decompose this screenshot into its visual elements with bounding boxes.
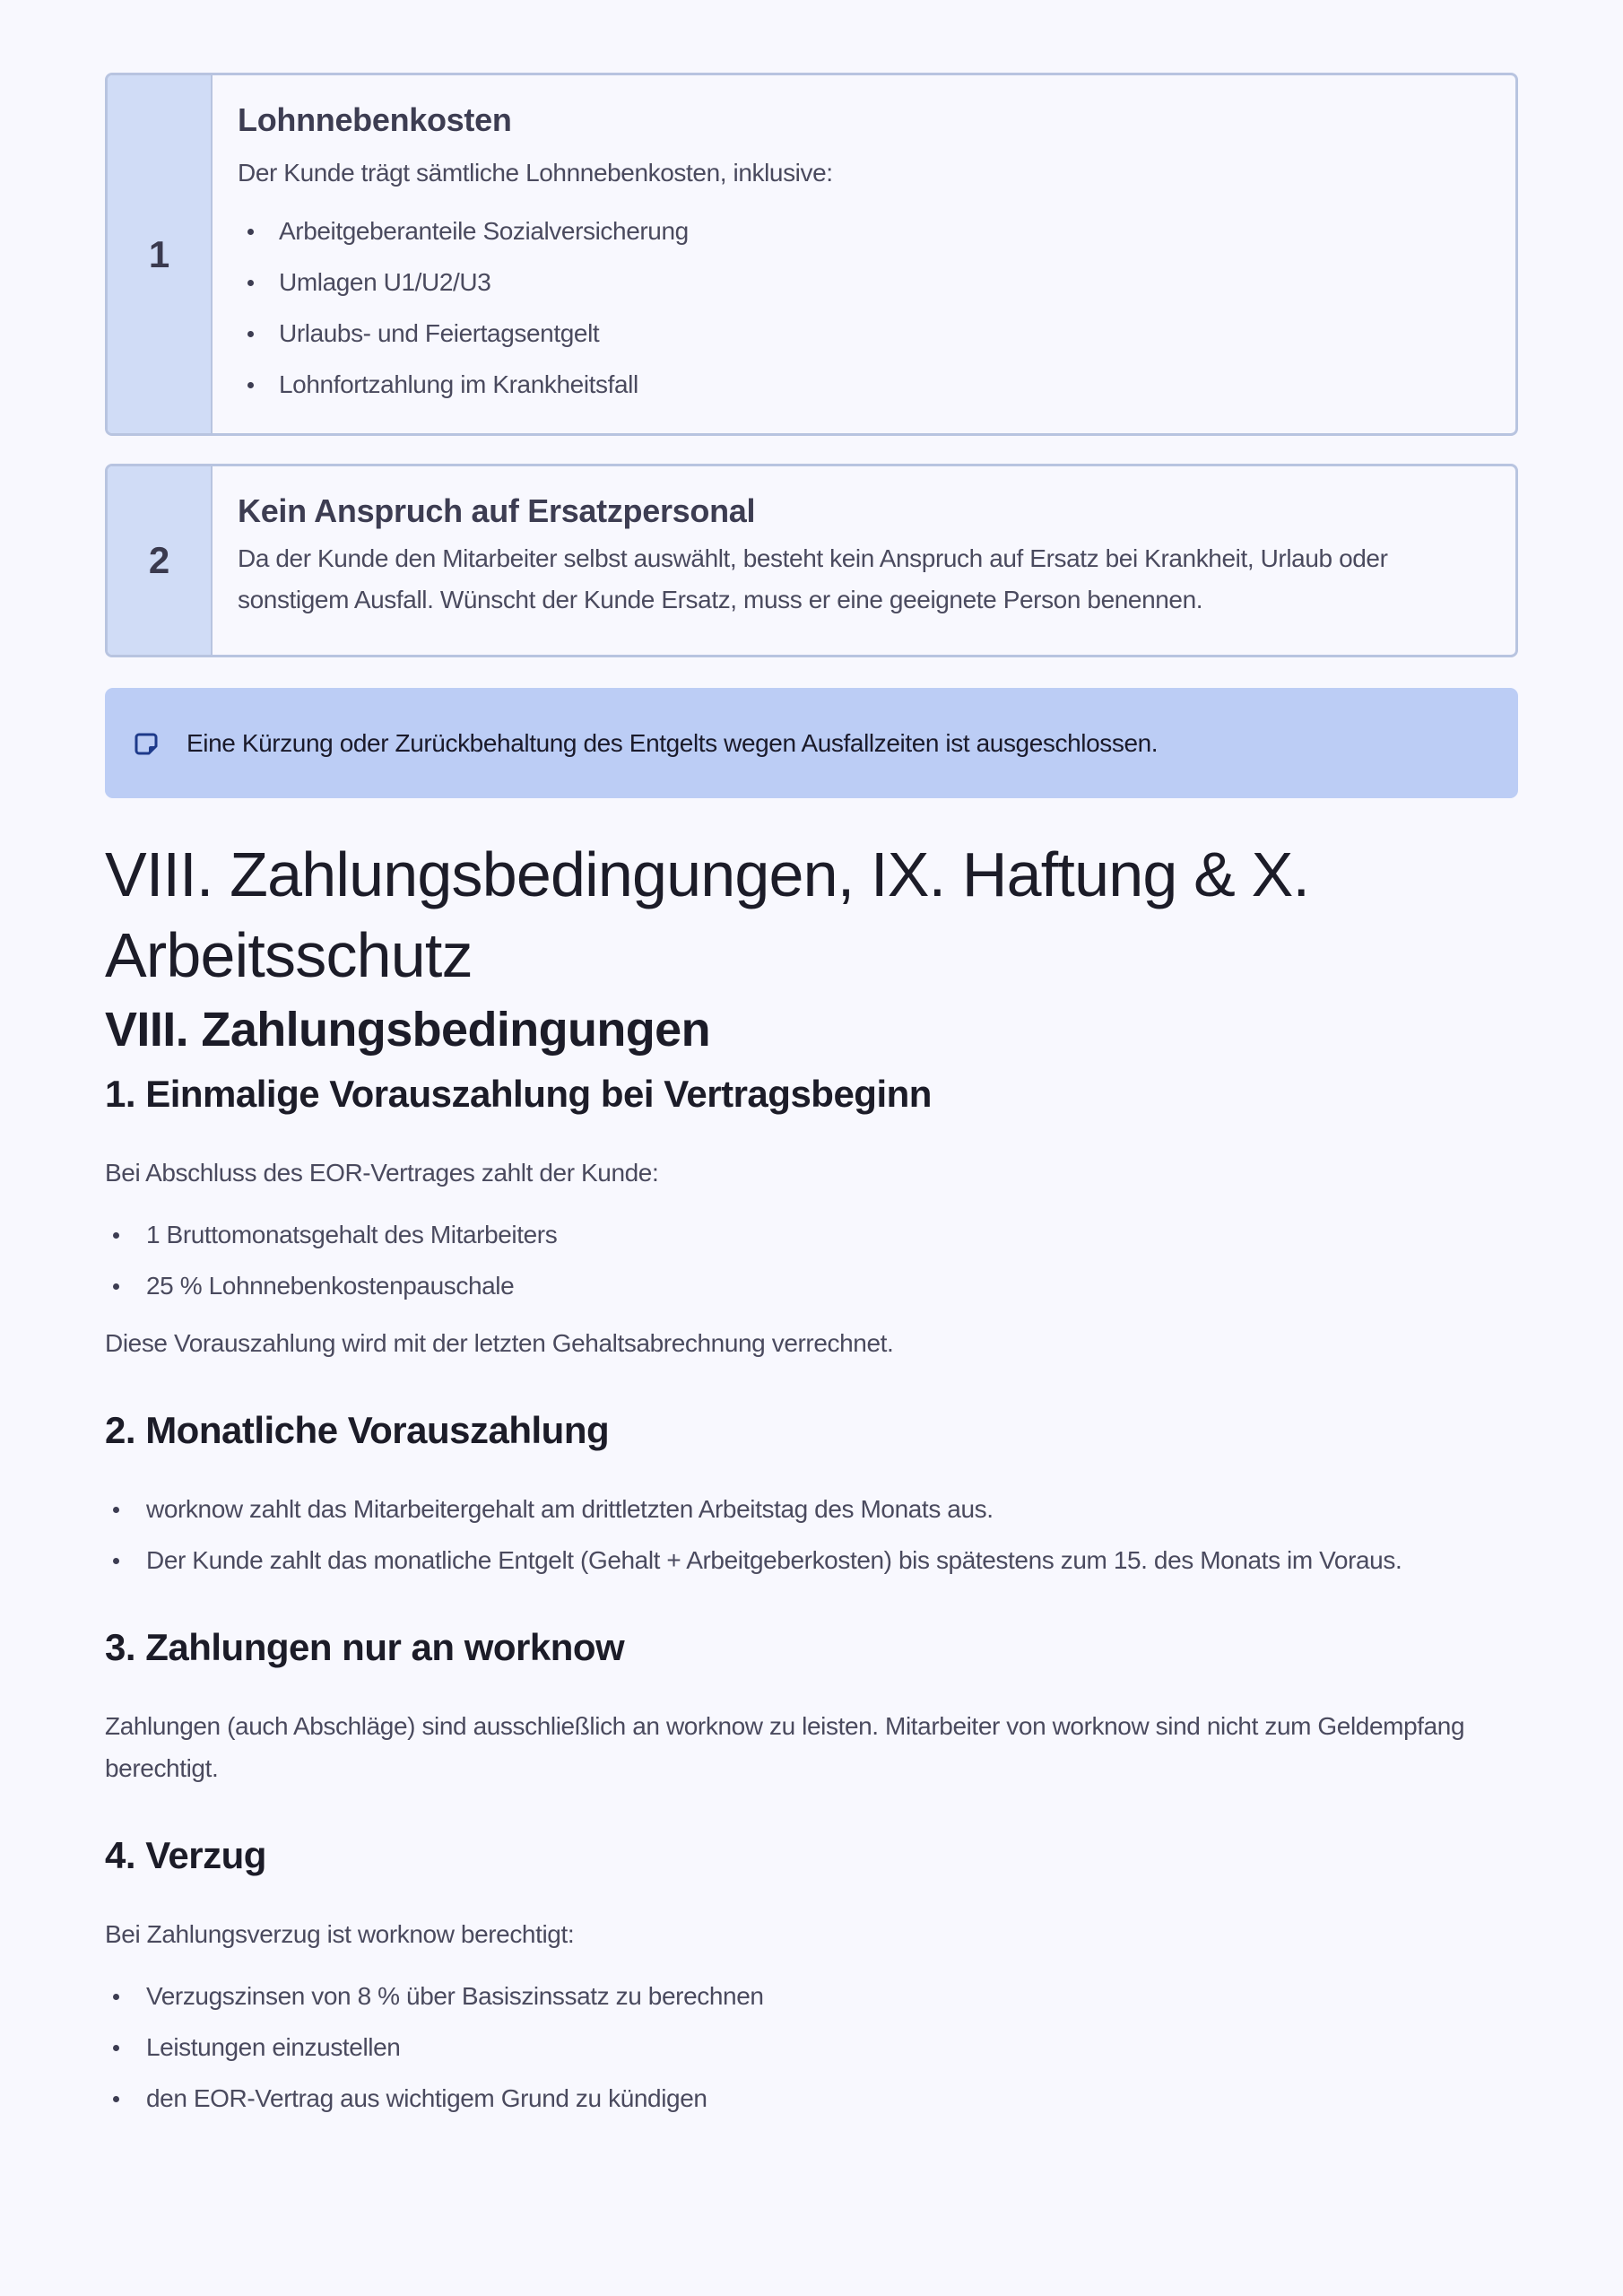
card-number: 2 <box>108 466 213 655</box>
subsection-title: 3. Zahlungen nur an worknow <box>105 1626 625 1668</box>
chapter-title <box>105 834 1518 996</box>
paragraph: Bei Zahlungsverzug ist worknow berechtigt: <box>105 1920 575 1948</box>
info-card-lohnnebenkosten <box>105 73 1518 436</box>
bullet-list <box>105 1488 1518 1581</box>
callout-text: Eine Kürzung oder Zurückbehaltung des Entgelts wegen Ausfallzeiten ist ausgeschlossen. <box>187 728 1159 757</box>
card-title: Lohnnebenkosten <box>238 101 512 138</box>
card-text: Der Kunde trägt sämtliche Lohnnebenkosten, inklusive: <box>238 159 833 187</box>
list-item: Umlagen U1/U2/U3 <box>238 257 1488 308</box>
list-item: Leistungen einzustellen <box>105 2026 1518 2068</box>
list-item: den EOR-Vertrag aus wichtigem Grund zu kündigen <box>105 2077 1518 2119</box>
card-text: Da der Kunde den Mitarbeiter selbst auswählt, besteht kein Anspruch auf Ersatz bei Krankheit, Urlaub oder sonstigem Ausfall. Wünscht der Kunde Ersatz, muss er eine geeignete Person benennen. <box>238 544 1388 613</box>
paragraph: Zahlungen (auch Abschläge) sind ausschließlich an worknow zu leisten. Mitarbeiter von worknow sind nicht zum Geldempfang berechtigt. <box>105 1712 1465 1782</box>
list-item: 25 % Lohnnebenkostenpauschale <box>105 1265 1518 1307</box>
document-page <box>105 73 1518 2119</box>
sticky-note-icon <box>135 732 158 755</box>
bullet-list <box>105 1213 1518 1307</box>
note-callout <box>105 688 1518 798</box>
paragraph: Bei Abschluss des EOR-Vertrages zahlt der Kunde: <box>105 1159 659 1187</box>
list-item: Lohnfortzahlung im Krankheitsfall <box>238 359 1488 410</box>
list-item: Urlaubs- und Feiertagsentgelt <box>238 308 1488 359</box>
subsection-title: 4. Verzug <box>105 1834 266 1876</box>
section-title: VIII. Zahlungsbedingungen <box>105 1003 710 1057</box>
list-item: Verzugszinsen von 8 % über Basiszinssatz zu berechnen <box>105 1975 1518 2017</box>
list-item: Der Kunde zahlt das monatliche Entgelt (Gehalt + Arbeitgeberkosten) bis spätestens zum 15. des Monats im Voraus. <box>105 1539 1518 1581</box>
chapter-title-line: Arbeitsschutz <box>105 920 473 990</box>
paragraph: Diese Vorauszahlung wird mit der letzten Gehaltsabrechnung verrechnet. <box>105 1329 894 1357</box>
subsection-title: 2. Monatliche Vorauszahlung <box>105 1409 610 1451</box>
subsection-title: 1. Einmalige Vorauszahlung bei Vertragsbeginn <box>105 1073 932 1115</box>
chapter-title-line: VIII. Zahlungsbedingungen, IX. Haftung & X. <box>105 839 1310 909</box>
list-item: 1 Bruttomonatsgehalt des Mitarbeiters <box>105 1213 1518 1256</box>
bullet-list <box>105 1975 1518 2119</box>
info-card-ersatzpersonal <box>105 464 1518 657</box>
card-list <box>238 205 1488 410</box>
list-item: Arbeitgeberanteile Sozialversicherung <box>238 205 1488 257</box>
card-number: 1 <box>108 75 213 433</box>
list-item: worknow zahlt das Mitarbeitergehalt am drittletzten Arbeitstag des Monats aus. <box>105 1488 1518 1530</box>
card-title: Kein Anspruch auf Ersatzpersonal <box>238 492 756 529</box>
